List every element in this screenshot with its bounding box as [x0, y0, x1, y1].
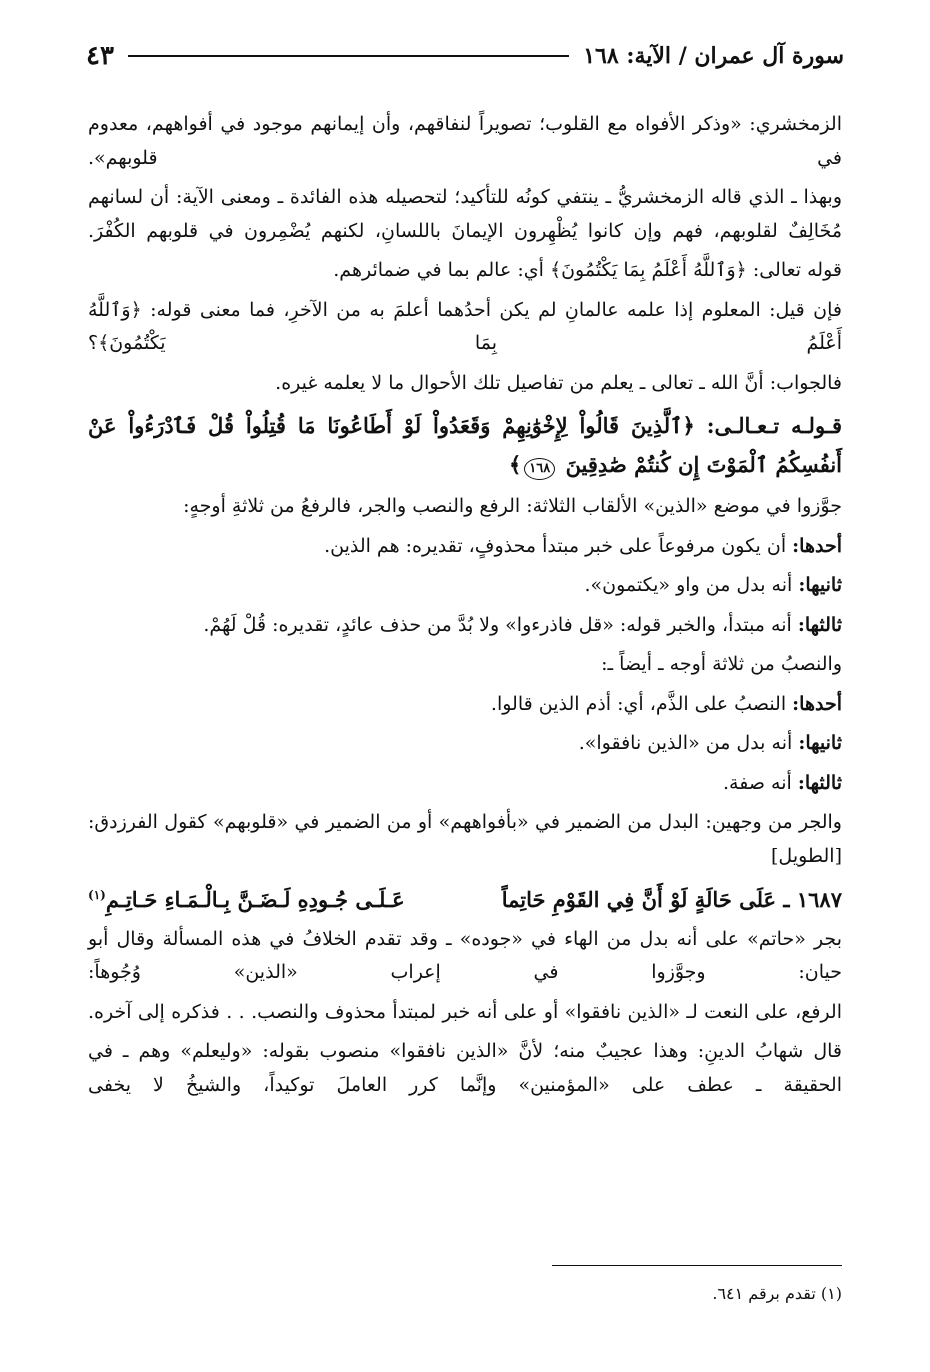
- verse-block: [88, 406, 842, 484]
- paragraph: وبهذا ـ الذي قاله الزمخشريُّ ـ ينتفي كونُه للتأكيد؛ لتحصيله هذه الفائدة ـ ومعنى الآية: أن لسانهم مُخَالِفٌ لقلوبهم، فهم وإن كانوا يُظْهِرون الإيمانَ باللسانِ، لكنهم يُضْمِرون في قلوبهم الكُفْرَ.: [88, 186, 842, 242]
- item-label: أحدها:: [792, 534, 842, 557]
- page-header: [86, 38, 844, 74]
- header-rule: [128, 55, 569, 57]
- item-label: ثالثها:: [797, 771, 842, 794]
- item-text: النصبُ على الذَّم، أي: أذم الذين قالوا.: [490, 692, 787, 715]
- item-label: أحدها:: [792, 692, 842, 715]
- poem-first-hemistich: [502, 883, 842, 917]
- paragraph: بجر «حاتم» على أنه بدل من الهاء في «جوده» ـ وقد تقدم الخلافُ في هذه المسألة وقال أبو حيان: وجوَّزوا في إعراب «الذين» وُجُوهاً:: [88, 927, 842, 983]
- grammar-intro: جوَّزوا في موضع «الذين» الألقاب الثلاثة: الرفع والنصب والجر، فالرفعُ من ثلاثةِ أوجهٍ:: [183, 495, 842, 517]
- footnote-mark: (١): [88, 888, 106, 902]
- paragraph: الرفع، على النعت لـ «الذين نافقوا» أو على أنه خبر لمبتدأ محذوف والنصب. . . فذكره إلى آخره.: [88, 1000, 842, 1023]
- raf-item: [88, 609, 842, 643]
- poem-right-text: عَلَى حَالَةٍ لَوْ أَنَّ فِي القَوْمِ حَاتِماً: [501, 887, 777, 912]
- nasb-item: [88, 767, 842, 801]
- nasb-item: [88, 727, 842, 761]
- item-text: أنه بدل من واو «يكتمون».: [584, 574, 793, 596]
- poem-number: ١٦٨٧ ـ: [783, 887, 842, 912]
- footnote: (١) تقدم برقم ٦٤١.: [712, 1284, 842, 1303]
- verse-intro: قـولـه تـعـالـى:: [706, 413, 842, 438]
- footnote-rule: [552, 1265, 842, 1266]
- item-text: أنه بدل من «الذين نافقوا».: [578, 732, 793, 754]
- verse-close: ﴾: [508, 452, 522, 477]
- item-text: أنه صفة.: [723, 771, 792, 794]
- item-label: ثانيها:: [798, 732, 842, 754]
- paragraph: قوله تعالى: ﴿وَٱللَّهُ أَعْلَمُ بِمَا يَكْتُمُونَ﴾ أي: عالم بما في ضمائرهم.: [333, 259, 842, 281]
- verse-text: ﴿ٱلَّذِينَ قَالُواْ لِإِخْوَٰنِهِمْ وَقَعَدُواْ لَوْ أَطَاعُونَا مَا قُتِلُواْ قُلْ فَٱدْرَءُواْ عَنْ أَنفُسِكُمُ ٱلْمَوْتَ إِن كُنتُمْ صَٰدِقِينَ: [88, 413, 842, 477]
- item-text: أن يكون مرفوعاً على خبر مبتدأ محذوفٍ، تقديره: هم الذين.: [324, 534, 787, 557]
- ayah-number: ١٦٨: [524, 458, 555, 480]
- raf-item: [88, 569, 842, 603]
- item-label: ثالثها:: [797, 613, 842, 636]
- paragraph: فإن قيل: المعلوم إذا علمه عالمانِ لم يكن أحدُهما أعلمَ به من الآخرِ، فما معنى قوله: ﴿وَٱللَّهُ أَعْلَمُ بِمَا يَكْتُمُونَ﴾؟: [88, 298, 842, 354]
- nasb-item: [88, 688, 842, 722]
- paragraph: الزمخشري: «وذكر الأفواه مع القلوب؛ تصويراً لنفاقهم، وأن إيمانهم موجود في أفواههم، معدوم في قلوبهم».: [88, 113, 842, 169]
- paragraph: قال شهابُ الدينِ: وهذا عجيبٌ منه؛ لأنَّ «الذين نافقوا» منصوب بقوله: «وليعلم» وهم ـ في الحقيقة ـ عطف على «المؤمنين» وإنَّما كرر العاملَ توكيداً، والشيخُ لا يخفى: [88, 1040, 842, 1096]
- poem-left-text: عَـلَـى جُـودِهِ لَـضَـنَّ بِـالْـمَـاءِ حَـاتِـمِ: [105, 887, 405, 912]
- running-title: سورة آل عمران / الآية: ١٦٨: [583, 43, 844, 69]
- jarr-paragraph: والجر من وجهين: البدل من الضمير في «بأفواههم» أو من الضمير في «قلوبهم» كقول الفرزدق: [الطويل]: [88, 811, 842, 867]
- poem-second-hemistich: [88, 879, 405, 917]
- page-body: [88, 108, 842, 1108]
- poem-verse: [88, 879, 842, 917]
- nasb-intro: والنصبُ من ثلاثة أوجه ـ أيضاً ـ:: [601, 653, 842, 675]
- raf-item: [88, 530, 842, 564]
- page-number: ٤٣: [86, 41, 114, 71]
- item-label: ثانيها:: [798, 574, 842, 596]
- paragraph: فالجواب: أنَّ الله ـ تعالى ـ يعلم من تفاصيل تلك الأحوال ما لا يعلمه غيره.: [275, 371, 842, 394]
- item-text: أنه مبتدأ، والخبر قوله: «قل فاذرءوا» ولا بُدَّ من حذف عائدٍ، تقديره: قُلْ لَهُمْ.: [203, 613, 792, 636]
